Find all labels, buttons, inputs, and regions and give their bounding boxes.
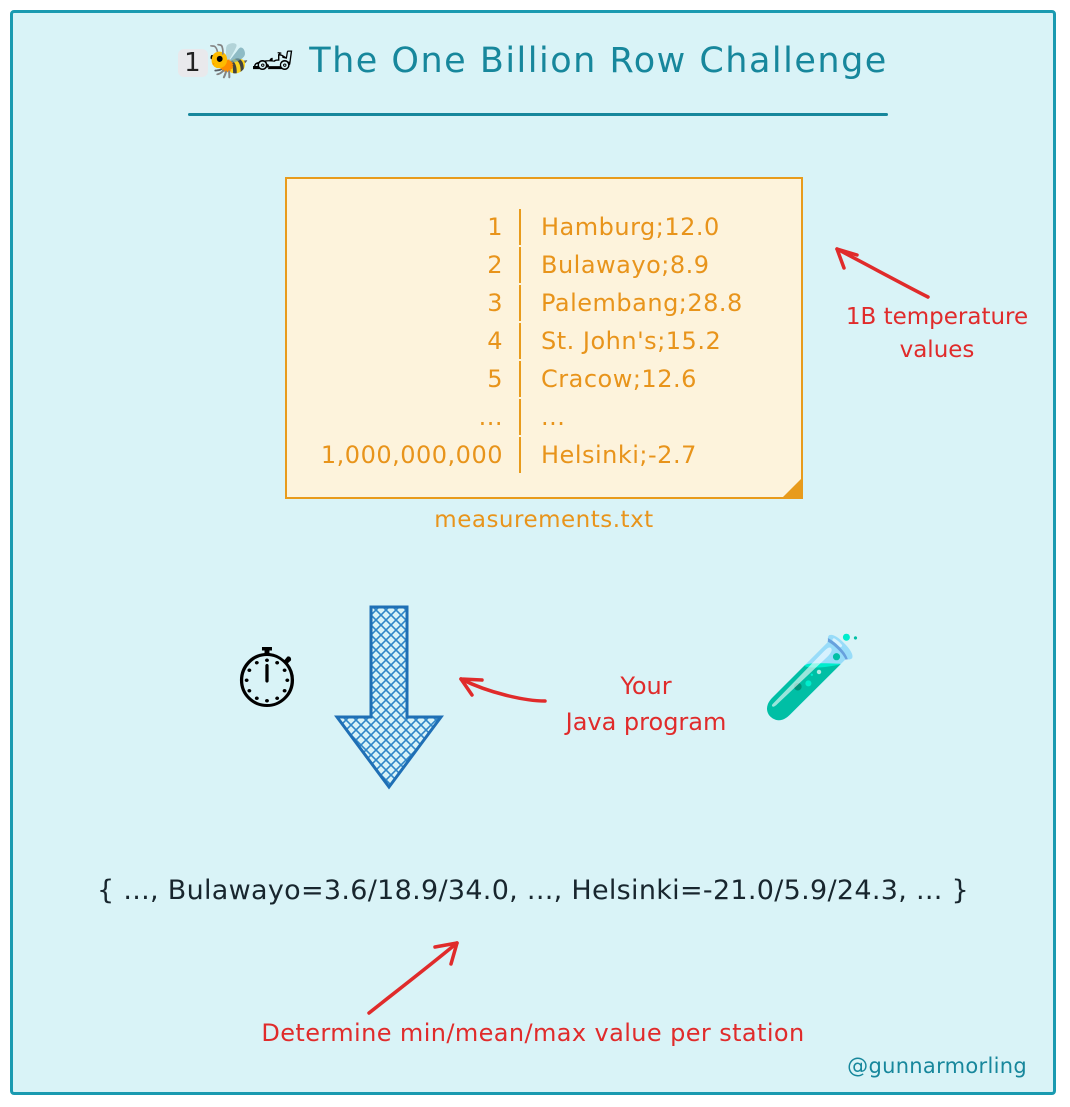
table-row: [287, 361, 801, 397]
annotation-temperature-values-line2: values: [899, 337, 975, 364]
table-row: [287, 209, 801, 245]
table-row: [287, 285, 801, 321]
measurements-file-card: [285, 177, 803, 499]
page-title: The One Billion Row Challenge: [309, 41, 888, 81]
file-name-label: measurements.txt: [434, 507, 654, 533]
page-dogear-icon: [781, 477, 803, 499]
author-handle: @gunnarmorling: [847, 1054, 1027, 1078]
row-number: 4: [487, 327, 503, 355]
one-badge-icon: 1: [178, 49, 208, 77]
annotation-your-java-program: [533, 668, 759, 740]
stopwatch-icon: ⏱: [235, 632, 299, 727]
row-value: Palembang;28.8: [541, 289, 743, 317]
row-value: Bulawayo;8.9: [541, 251, 710, 279]
row-value: St. John's;15.2: [541, 327, 722, 355]
poster-canvas: [10, 10, 1056, 1095]
row-number: 1,000,000,000: [320, 441, 503, 469]
arrow-to-result-icon: [361, 935, 471, 1017]
row-value: Helsinki;-2.7: [541, 441, 697, 469]
racecar-icon: 🏎: [251, 41, 296, 81]
row-number: 2: [487, 251, 503, 279]
result-output-text: { ..., Bulawayo=3.6/18.9/34.0, ..., Helsinki=-21.0/5.9/24.3, ... }: [97, 875, 969, 906]
annotation-your-java-program-line2: Java program: [565, 708, 727, 736]
test-tube-icon: 🧪: [761, 630, 864, 725]
row-value: ...: [541, 403, 566, 431]
process-arrow-icon: [331, 605, 447, 791]
table-row: [287, 399, 801, 435]
title-emoji-group: [178, 41, 296, 81]
row-number: ...: [478, 403, 503, 431]
annotation-temperature-values: [819, 301, 1055, 368]
arrow-to-file-icon: [813, 235, 933, 305]
annotation-your-java-program-line1: Your: [620, 672, 672, 700]
title-underline: [188, 113, 888, 116]
bee-icon: 🐝: [207, 41, 252, 81]
title-row: [13, 41, 1053, 81]
table-row: [287, 247, 801, 283]
annotation-determine-stats: Determine min/mean/max value per station: [261, 1019, 805, 1047]
row-value: Cracow;12.6: [541, 365, 697, 393]
annotation-temperature-values-line1: 1B temperature: [845, 304, 1029, 330]
row-number: 5: [487, 365, 503, 393]
table-row: [287, 323, 801, 359]
row-number: 3: [487, 289, 503, 317]
table-row: [287, 437, 801, 473]
row-number: 1: [487, 213, 503, 241]
row-value: Hamburg;12.0: [541, 213, 720, 241]
file-row-list: [287, 209, 801, 473]
